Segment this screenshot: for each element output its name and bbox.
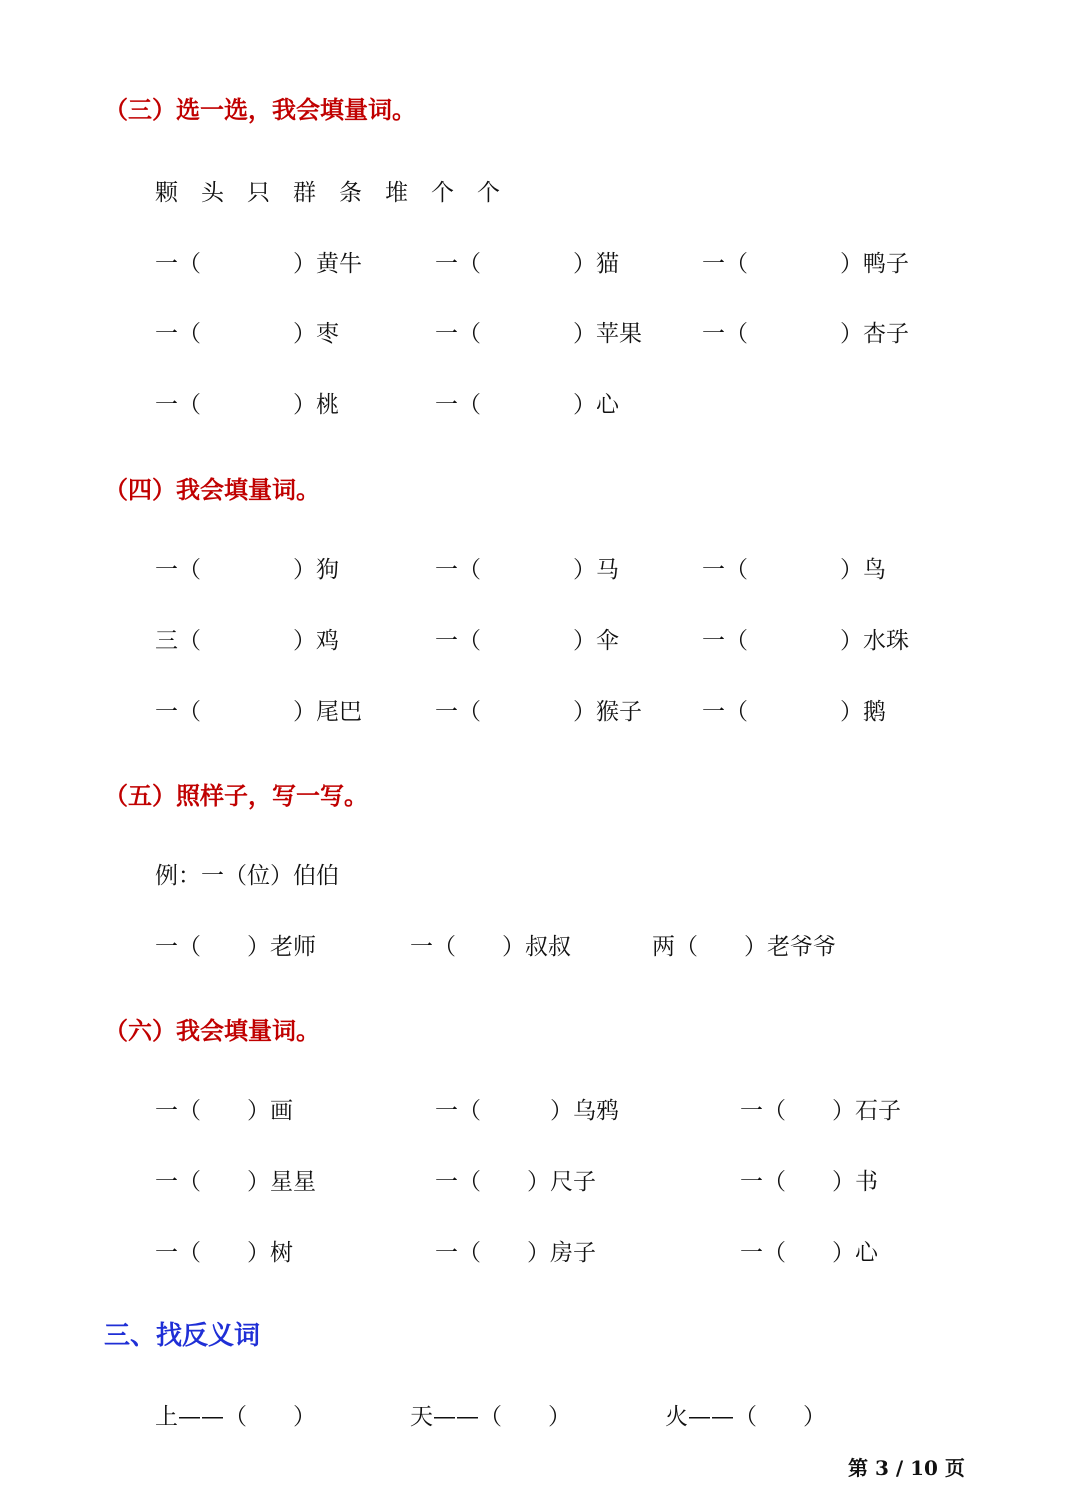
section-3-title: （三）选一选，我会填量词。 (104, 95, 416, 124)
section-4-title: （四）我会填量词。 (104, 475, 320, 504)
fill-item: 一（ ）尾巴 (155, 699, 362, 725)
antonym-item: 上——（ ） (155, 1404, 316, 1430)
fill-item: 一（ ）鸭子 (702, 251, 909, 277)
fill-item: 一（ ）伞 (435, 628, 619, 654)
fill-item: 一（ ）马 (435, 557, 619, 583)
measure-word-options: 颗 头 只 群 条 堆 个 个 (155, 180, 500, 206)
fill-item: 一（ ）水珠 (702, 628, 909, 654)
fill-item: 一（ ）心 (435, 392, 619, 418)
fill-item: 一（ ）画 (155, 1098, 293, 1124)
example-line: 例：一（位）伯伯 (155, 863, 339, 889)
fill-item: 一（ ）叔叔 (410, 934, 571, 960)
fill-item: 一（ ）苹果 (435, 321, 642, 347)
fill-item: 一（ ）尺子 (435, 1169, 596, 1195)
fill-item: 一（ ）狗 (155, 557, 339, 583)
fill-item: 三（ ）鸡 (155, 628, 339, 654)
fill-item: 一（ ）桃 (155, 392, 339, 418)
section-6-title: （六）我会填量词。 (104, 1016, 320, 1045)
fill-item: 一（ ）树 (155, 1240, 293, 1266)
fill-item: 一（ ）房子 (435, 1240, 596, 1266)
fill-item: 一（ ）鹅 (702, 699, 886, 725)
fill-item: 一（ ）杏子 (702, 321, 909, 347)
fill-item: 一（ ）鸟 (702, 557, 886, 583)
fill-item: 一（ ）星星 (155, 1169, 316, 1195)
antonym-item: 火——（ ） (665, 1404, 826, 1430)
fill-item: 一（ ）猴子 (435, 699, 642, 725)
fill-item: 一（ ）枣 (155, 321, 339, 347)
fill-item: 一（ ）心 (740, 1240, 878, 1266)
part-3-title: 三、找反义词 (104, 1321, 261, 1351)
fill-item: 一（ ）乌鸦 (435, 1098, 619, 1124)
page-number: 第 3 / 10 页 (848, 1456, 965, 1480)
antonym-item: 天——（ ） (410, 1404, 571, 1430)
fill-item: 两（ ）老爷爷 (652, 934, 836, 960)
fill-item: 一（ ）石子 (740, 1098, 901, 1124)
fill-item: 一（ ）书 (740, 1169, 878, 1195)
fill-item: 一（ ）猫 (435, 251, 619, 277)
fill-item: 一（ ）老师 (155, 934, 316, 960)
section-5-title: （五）照样子，写一写。 (104, 781, 368, 810)
fill-item: 一（ ）黄牛 (155, 251, 362, 277)
